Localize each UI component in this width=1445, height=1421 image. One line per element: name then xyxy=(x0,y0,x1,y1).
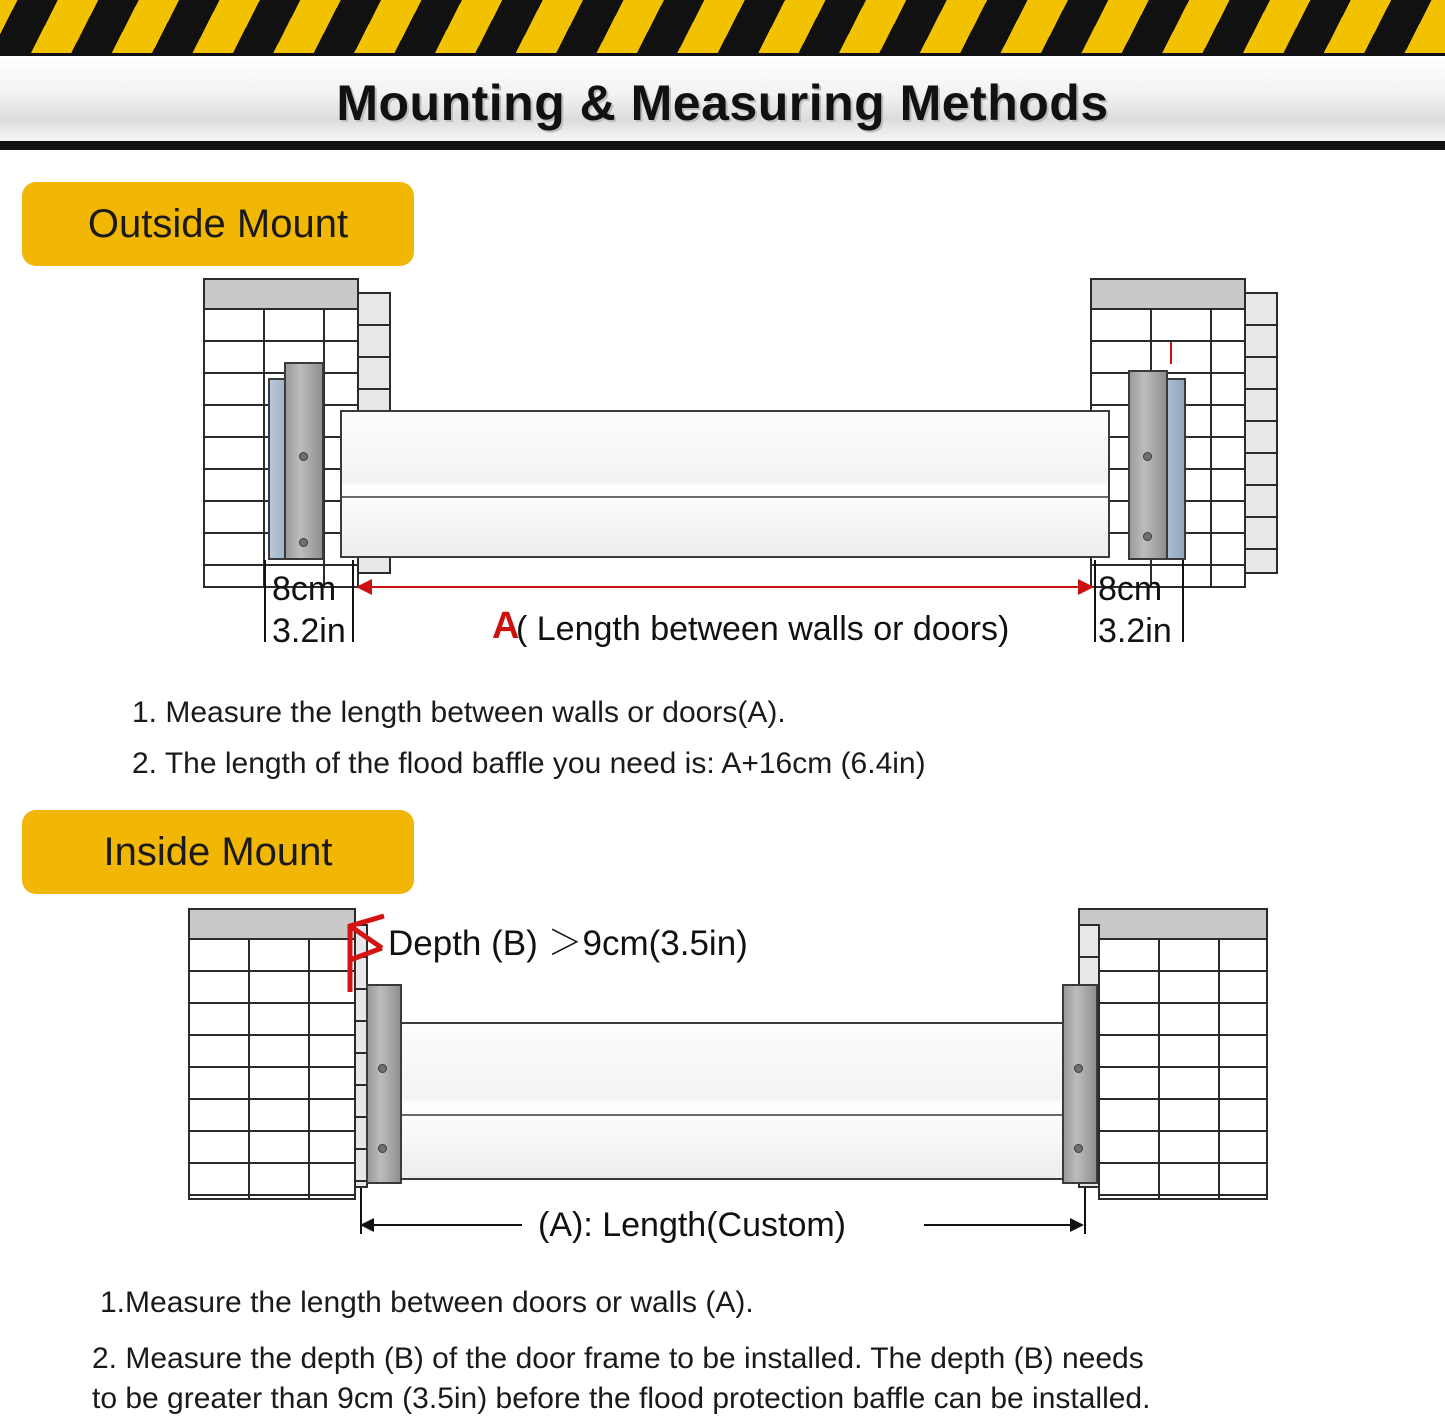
outside-step-1: 1. Measure the length between walls or doors(A). xyxy=(132,696,786,729)
dim-tick-left-outer xyxy=(264,560,266,642)
dim-tick-left-inner xyxy=(352,560,354,642)
span-arrow-right xyxy=(1078,579,1094,595)
flood-baffle-panel-outside xyxy=(340,410,1110,558)
right-bracket-screw-top xyxy=(1143,452,1152,461)
panel-seam-outside xyxy=(342,496,1108,498)
inside-step-2-line2: to be greater than 9cm (3.5in) before the flood protection baffle can be installed. xyxy=(92,1382,1151,1415)
panel-seam-inside xyxy=(380,1114,1076,1116)
left-bracket-screw-top-inside xyxy=(378,1064,387,1073)
inside-dim-line-right xyxy=(924,1224,1072,1226)
left-bracket-screw-bottom-inside xyxy=(378,1144,387,1153)
right-bracket-screw-bottom-inside xyxy=(1074,1144,1083,1153)
right-pillar-side-outside xyxy=(1244,292,1278,574)
right-bracket-inside xyxy=(1062,984,1098,1184)
left-pillar-top-inside xyxy=(188,908,356,940)
outside-step-2: 2. The length of the flood baffle you need is: A+16cm (6.4in) xyxy=(132,747,926,780)
section-badge-inside-mount: Inside Mount xyxy=(22,810,414,894)
left-bracket-screw-bottom xyxy=(299,538,308,547)
flood-baffle-panel-inside xyxy=(378,1022,1078,1180)
right-bracket-marker xyxy=(1170,342,1172,364)
left-offset-cm-label: 8cm xyxy=(272,570,337,608)
right-bracket-screw-bottom xyxy=(1143,532,1152,541)
dim-tick-right-inner xyxy=(1094,560,1096,642)
inside-step-2-line1: 2. Measure the depth (B) of the door frame to be installed. The depth (B) needs xyxy=(92,1342,1144,1375)
span-dimension-line-outside xyxy=(370,586,1078,588)
right-pillar-top-inside xyxy=(1078,908,1268,940)
inside-dim-arrow-left xyxy=(360,1218,374,1232)
span-arrow-left xyxy=(356,579,372,595)
inside-dim-tick-right xyxy=(1084,1188,1086,1234)
depth-requirement-label: Depth (B) ＞9cm(3.5in) xyxy=(388,924,748,963)
left-bracket-inside xyxy=(366,984,402,1184)
left-bracket-outside xyxy=(284,362,324,560)
right-bracket-screw-top-inside xyxy=(1074,1064,1083,1073)
left-offset-in-label: 3.2in xyxy=(272,612,346,650)
right-pillar-top-outside xyxy=(1090,278,1246,310)
inside-dim-arrow-right xyxy=(1070,1218,1084,1232)
left-bracket-screw-top xyxy=(299,452,308,461)
inside-dim-line-left xyxy=(372,1224,522,1226)
right-offset-cm-label: 8cm xyxy=(1098,570,1163,608)
hazard-stripe-banner xyxy=(0,0,1445,56)
inside-span-label: (A): Length(Custom) xyxy=(538,1206,846,1244)
dim-tick-right-outer xyxy=(1182,560,1184,642)
span-letter-label: A xyxy=(492,605,520,647)
left-pillar-top-outside xyxy=(203,278,359,310)
inside-step-1: 1.Measure the length between doors or walls (A). xyxy=(100,1286,754,1319)
section-badge-outside-mount: Outside Mount xyxy=(22,182,414,266)
right-offset-in-label: 3.2in xyxy=(1098,612,1172,650)
span-text-label: ( Length between walls or doors) xyxy=(516,610,1010,648)
page-title: Mounting & Measuring Methods xyxy=(336,75,1109,131)
left-pillar-face-inside xyxy=(188,938,356,1200)
right-pillar-face-inside xyxy=(1098,938,1268,1200)
